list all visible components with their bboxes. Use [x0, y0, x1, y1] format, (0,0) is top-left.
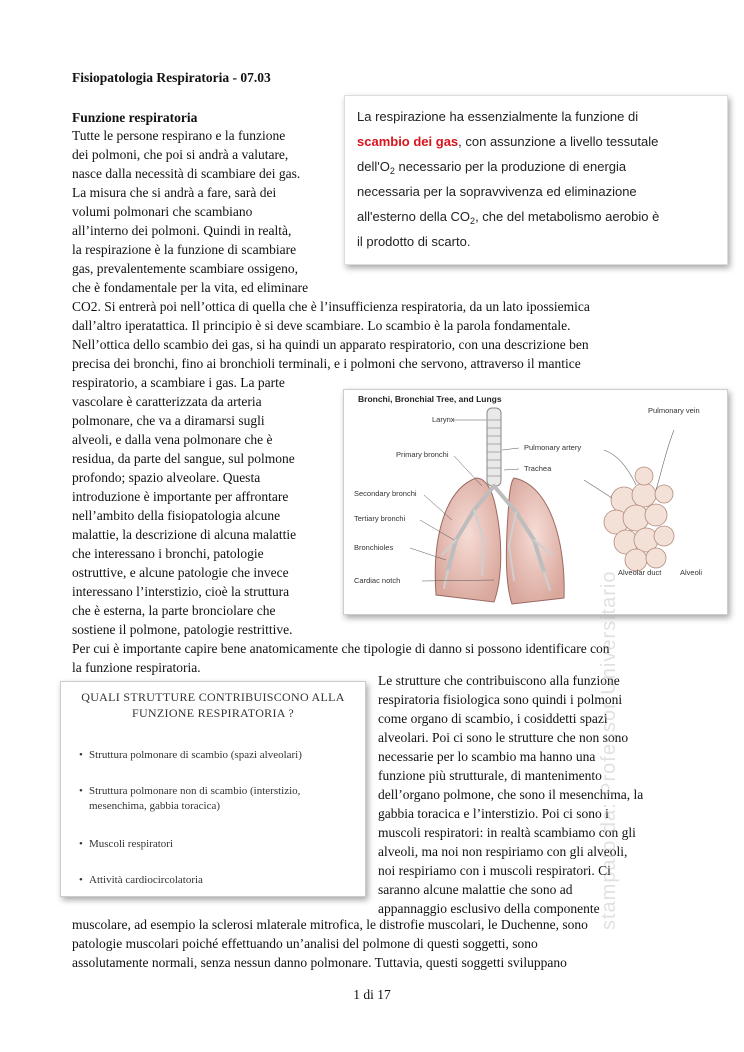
- highlight-term: scambio dei gas: [357, 134, 459, 149]
- text-line: sostiene il polmone, patologie restrittive.: [72, 622, 293, 637]
- label-trachea: Trachea: [524, 464, 552, 473]
- list-item-continuation: mesenchima, gabbia toracica): [89, 800, 221, 812]
- text-line: dell’organo polmone, che sono il mesenchima, la: [378, 787, 644, 802]
- label-bronchioles: Bronchioles: [354, 543, 394, 552]
- text-line: Nell’ottica dello scambio dei gas, si ha quindi un apparato respiratorio, con una descrizione ben: [72, 337, 589, 352]
- text-line: come organo di scambio, i cosiddetti spazi: [378, 711, 608, 726]
- label-pulmonary-artery: Pulmonary artery: [524, 443, 582, 452]
- text-line: necessarie per lo scambio ma hanno una: [378, 749, 596, 764]
- text-line: vascolare è caratterizzata da arteria: [72, 394, 262, 409]
- list-item: • Struttura polmonare non di scambio (interstizio,: [79, 785, 301, 797]
- definition-line: il prodotto di scarto.: [357, 234, 471, 249]
- text-line: nasce dalla necessità di scambiare dei gas.: [72, 166, 301, 181]
- text-line: gabbia toracica e l’interstizio. Poi ci sono i: [378, 806, 609, 821]
- text-line: che è esterna, la parte bronciolare che: [72, 603, 276, 618]
- text-line: assolutamente normali, senza nessun danno polmonare. Tuttavia, questi soggetti sviluppano: [72, 955, 567, 970]
- text-line: muscoli respiratori: in realtà scambiamo con gli: [378, 825, 636, 840]
- label-secondary-bronchi: Secondary bronchi: [354, 489, 417, 498]
- text-line: gas, prevalentemente scambiare ossigeno,: [72, 261, 299, 276]
- text-line: alveolari. Poi ci sono le strutture che non sono: [378, 730, 629, 745]
- section-heading: Funzione respiratoria: [72, 110, 198, 125]
- definition-line: necessaria per la sopravvivenza ed eliminazione: [357, 184, 637, 199]
- text-line: all’interno dei polmoni. Quindi in realtà,: [72, 223, 292, 238]
- definition-box: [344, 95, 728, 265]
- figure-title: Bronchi, Bronchial Tree, and Lungs: [358, 394, 502, 404]
- list-item: • Muscoli respiratori: [79, 838, 174, 850]
- label-pulmonary-vein: Pulmonary vein: [648, 406, 700, 415]
- text-line: profondo; spazio alveolare. Questa: [72, 470, 261, 485]
- text-line: volumi polmonari che scambiano: [72, 204, 253, 219]
- label-larynx: Larynx: [432, 415, 455, 424]
- text-line: introduzione è importante per affrontare: [72, 489, 289, 504]
- text-line: dei polmoni, che poi si andrà a valutare,: [72, 147, 289, 162]
- text-line: CO2. Si entrerà poi nell’ottica di quella che è l’insufficienza respiratoria, da un lato ipossiemica: [72, 299, 590, 314]
- text-line: Le strutture che contribuiscono alla funzione: [378, 673, 620, 688]
- text-line: respiratorio, a scambiare i gas. La parte: [72, 375, 285, 390]
- definition-line: La respirazione ha essenzialmente la funzione di: [357, 109, 639, 124]
- text-line: residua, da parte del sangue, sul polmone: [72, 451, 295, 466]
- text-line: interessano l’interstizio, cioè la struttura: [72, 584, 290, 599]
- text-line: la respirazione è la funzione di scambiare: [72, 242, 297, 257]
- text-line: nell’ambito della fisiopatologia alcune: [72, 508, 281, 523]
- text-line: saranno alcune malattie che sono ad: [378, 882, 573, 897]
- text-line: polmonare, che va a diramarsi sugli: [72, 413, 265, 428]
- text-line: La misura che si andrà a fare, sarà dei: [72, 185, 277, 200]
- text-line: Per cui è importante capire bene anatomicamente che tipologie di danno si possono identificare con: [72, 641, 610, 656]
- text-line: malattie, la descrizione di alcuna malattie: [72, 527, 297, 542]
- text-line: dall’altro iperatattica. Il principio è si deve scambiare. Lo scambio è la parola fondamentale.: [72, 318, 571, 333]
- text-line: noi respiriamo con i muscoli respiratori. Ci: [378, 863, 611, 878]
- text-line: la funzione respiratoria.: [72, 660, 201, 675]
- text-line: alveoli, ma noi non respiriamo con gli alveoli,: [378, 844, 628, 859]
- box-heading-line: QUALI STRUTTURE CONTRIBUISCONO ALLA: [81, 690, 345, 704]
- watermark: stampato da: Professor Universitario: [598, 570, 620, 930]
- label-primary-bronchi: Primary bronchi: [396, 450, 449, 459]
- lungs-illustration: [344, 390, 727, 614]
- text-line: Tutte le persone respirano e la funzione: [72, 128, 286, 143]
- document-title: Fisiopatologia Respiratoria - 07.03: [72, 70, 271, 85]
- definition-line: all'esterno della $CO_2$, che del metabolismo aerobio è: [357, 209, 660, 226]
- text-line: che interessano i bronchi, patologie: [72, 546, 264, 561]
- label-tertiary-bronchi: Tertiary bronchi: [354, 514, 406, 523]
- text-line: precisa dei bronchi, fino ai bronchioli terminali, e i polmoni che servono, attraverso il mantice: [72, 356, 581, 371]
- text-line: che è fondamentale per la vita, ed eliminare: [72, 280, 309, 295]
- label-cardiac-notch: Cardiac notch: [354, 576, 401, 585]
- definition-line: $dell'O_2$ necessario per la produzione di energia: [357, 159, 627, 176]
- text-line: appannaggio esclusivo della componente: [378, 901, 600, 916]
- label-alveolar-duct: Alveolar duct: [618, 568, 662, 577]
- text-line: alveoli, e dalla vena polmonare che è: [72, 432, 273, 447]
- definition-line: scambio dei gas, con assunzione a livello tessutale: [357, 134, 659, 149]
- list-item: • Struttura polmonare di scambio (spazi alveolari): [79, 749, 302, 761]
- text-line: ostruttive, e alcune patologie che invece: [72, 565, 289, 580]
- text-line: patologie muscolari poiché effettuando un’analisi del polmone di questi soggetti, sono: [72, 936, 538, 951]
- text-line: funzione più strutturale, di mantenimento: [378, 768, 602, 783]
- list-item: • Attività cardiocircolatoria: [79, 874, 203, 886]
- box-heading-line: FUNZIONE RESPIRATORIA ?: [131, 706, 295, 720]
- text-line: muscolare, ad esempio la sclerosi mlaterale mitrofica, le distrofie muscolari, le Duchenne, sono: [72, 917, 588, 932]
- label-alveoli: Alveoli: [680, 568, 703, 577]
- page-number: 1 di 17: [353, 987, 391, 1002]
- lungs-figure: [343, 389, 728, 615]
- structures-box: [60, 681, 366, 897]
- text-line: respiratoria fisiologica sono quindi i polmoni: [378, 692, 623, 707]
